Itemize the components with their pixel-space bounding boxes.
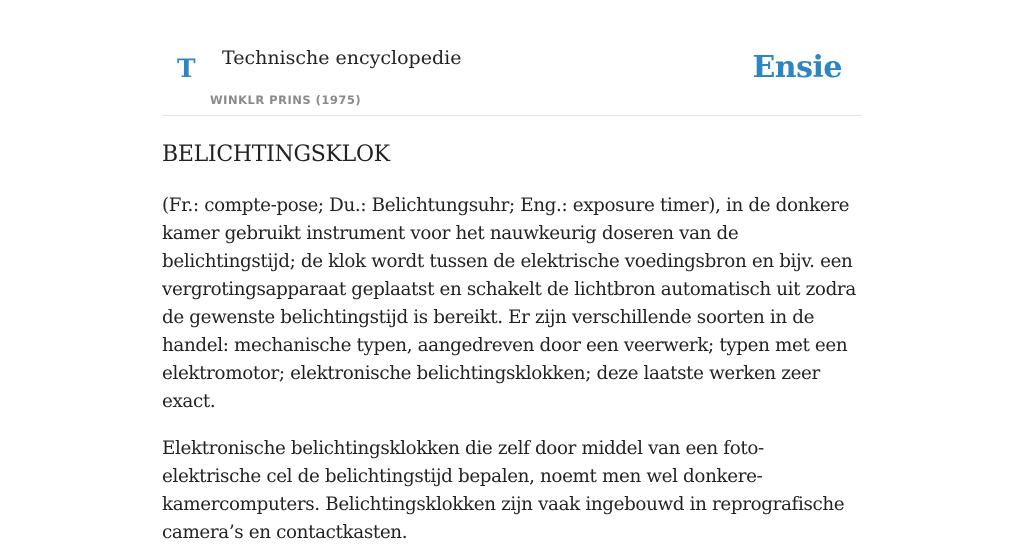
source-logo[interactable]: T <box>177 54 196 83</box>
entry-body <box>162 192 862 547</box>
entry-paragraph: Elektronische belichtingsklokken die zelf door middel van een foto-elektrische cel de belichtingstijd bepalen, noemt men wel donkere-kamercomputers. Belichtingsklokken zijn vaak ingebouwd in reprografische camera’s en contactkasten. <box>162 438 845 544</box>
source-header <box>162 0 862 116</box>
entry-title: BELICHTINGSKLOK <box>162 142 390 167</box>
article-page <box>162 0 862 547</box>
ensie-logo-link[interactable]: Ensie <box>752 50 842 85</box>
source-subtitle: WINKLR PRINS (1975) <box>210 93 362 107</box>
source-title-link[interactable]: Technische encyclopedie <box>222 47 462 69</box>
entry-paragraph: (Fr.: compte-pose; Du.: Belichtungsuhr; Eng.: exposure timer), in de donkere kamer gebruikt instrument voor het nauwkeurig doseren van de belichtingstijd; de klok wordt tussen de elektrische voedingsbron en bijv. een vergrotingsapparaat geplaatst en schakelt de lichtbron automatisch uit zodra de gewenste belichtingstijd is bereikt. Er zijn verschillende soorten in de handel: mechanische typen, aangedreven door een veerwerk; typen met een elektromotor; elektronische belichtingsklokken; deze laatste werken zeer exact. <box>162 195 856 413</box>
